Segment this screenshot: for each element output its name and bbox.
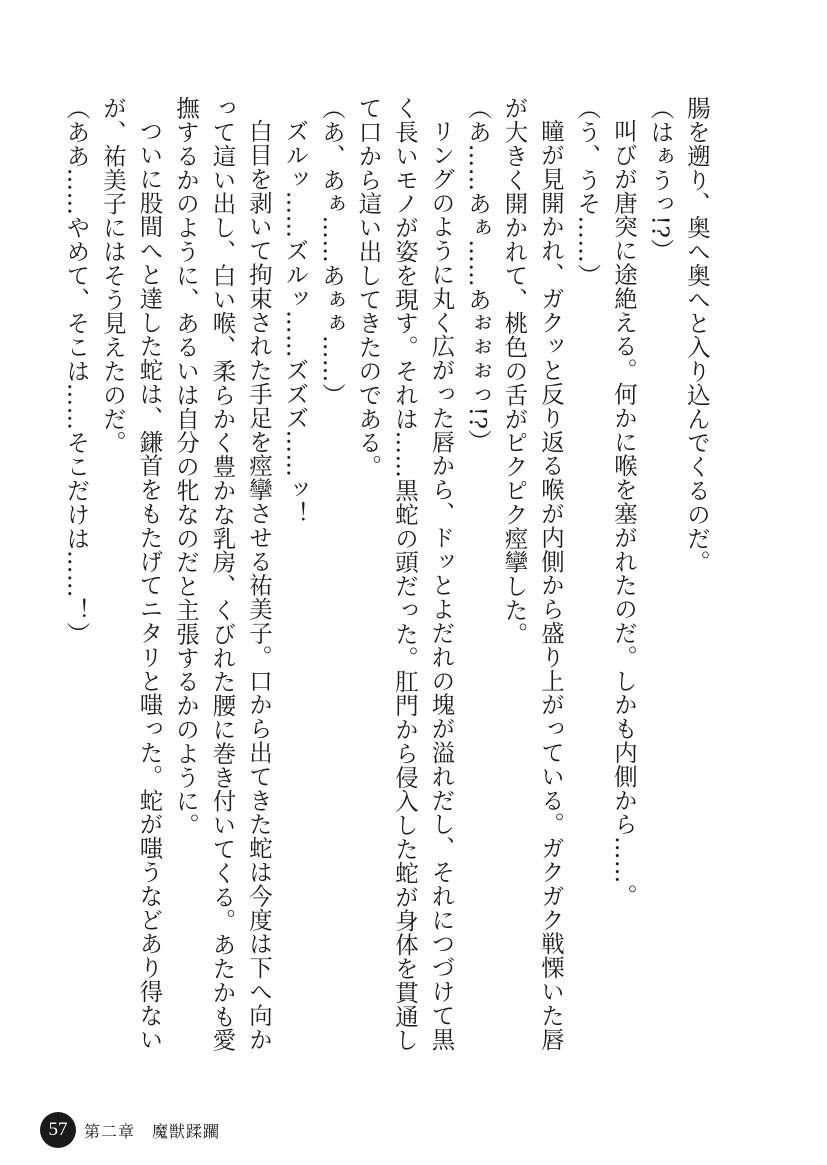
paragraph: 白目を剥いて拘束された手足を痙攣させる祐美子。口から出てきた蛇は今度は下へ向かって這い出し、白い喉、柔らかく豊かな乳房、くびれた腰に巻き付いてくる。あたかも愛撫するかのように、あるいは自分の牝なのだと主張するかのように。 (172, 96, 273, 1052)
paragraph: （あ……あぁ……あぉぉぉっ!?） (464, 96, 492, 454)
paragraph: リングのように丸く広がった唇から、ドッとよだれの塊が溢れだし、それにつづけて黒く長いモノが姿を現す。それは……黒蛇の頭だった。肛門から侵入した蛇が身体を貫通して口から這い出してきたのである。 (354, 96, 456, 1052)
paragraph: 瞳が見開かれ、ガクッと反り返る喉が内側から盛り上がっている。ガクガク戦慄いた唇が大きく開かれて、桃色の舌がピクピク痙攣した。 (500, 96, 565, 1052)
paragraph: （あ、あぁ……あぁぁ……） (318, 96, 346, 407)
paragraph: ズルッ……ズルッ……ズズズ……ッ！ (281, 119, 310, 526)
page-number-badge: 57 (40, 1112, 76, 1148)
paragraph: （はぁうっ!?） (646, 96, 675, 263)
page-footer (40, 1112, 220, 1148)
paragraph: ついに股間へと達した蛇は、鎌首をもたげてニタリと嗤った。蛇が嗤うなどあり得ないが、祐美子にはそう見えたのだ。 (99, 96, 164, 1052)
paragraph: 叫びが唐突に途絶える。何かに喉を塞がれたのだ。しかも内側から……。 (610, 119, 638, 909)
paragraph: 腸を遡り、奥へ奥へと入り込んでくるのだ。 (683, 96, 711, 574)
chapter-title: 第二章 魔獣蹂躙 (84, 1121, 221, 1141)
paragraph: （う、うそ……） (573, 96, 602, 288)
vertical-text-body (62, 96, 715, 1056)
paragraph: （ああ……やめて、そこは……そこだけは……！） (62, 96, 91, 646)
